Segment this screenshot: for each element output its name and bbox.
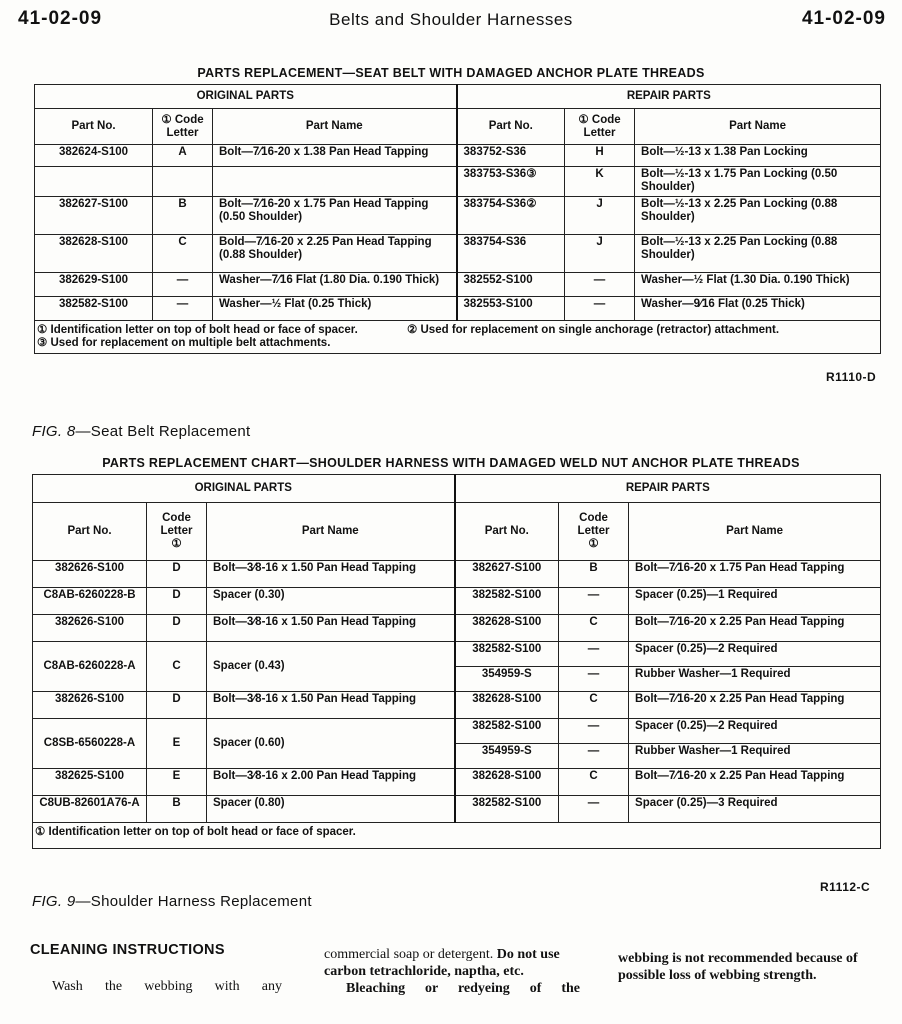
page-title: Belts and Shoulder Harnesses: [329, 10, 573, 29]
code-letter-cell: C: [559, 692, 629, 719]
part-name-cell: Spacer (0.60): [207, 719, 455, 769]
part-number-cell: C8SB-6560228-A: [33, 719, 147, 769]
code-letter-cell: C: [153, 235, 213, 273]
part-number-cell: 383754-S36②: [457, 197, 565, 235]
code-letter-cell: B: [153, 197, 213, 235]
part-number-cell: 382552-S100: [457, 273, 565, 297]
code-letter-cell: —: [559, 719, 629, 744]
col-code-letter: ① Code Letter: [153, 109, 213, 145]
part-number-cell: 382626-S100: [33, 615, 147, 642]
table-row: [33, 642, 881, 667]
part-number-cell: 382624-S100: [35, 145, 153, 167]
seat-belt-parts-table: [34, 84, 881, 354]
part-number-cell: 382582-S100: [455, 796, 559, 823]
table-footnotes: [35, 321, 881, 354]
shoulder-harness-parts-table: [32, 474, 881, 849]
part-name-cell: [213, 167, 457, 197]
part-name-cell: Bolt—7⁄16-20 x 2.25 Pan Head Tapping: [629, 615, 881, 642]
repair-parts-header: REPAIR PARTS: [455, 475, 881, 503]
part-name-cell: Spacer (0.80): [207, 796, 455, 823]
part-number-cell: 382626-S100: [33, 561, 147, 588]
code-letter-cell: C: [559, 615, 629, 642]
table-row: [33, 588, 881, 615]
part-number-cell: 382628-S100: [455, 615, 559, 642]
part-name-cell: Spacer (0.25)—3 Required: [629, 796, 881, 823]
table1-title: PARTS REPLACEMENT—SEAT BELT WITH DAMAGED ANCHOR PLATE THREADS: [197, 66, 705, 80]
part-name-cell: Bolt—7⁄16-20 x 1.38 Pan Head Tapping: [213, 145, 457, 167]
footnote: ① Identification letter on top of bolt head or face of spacer.: [37, 324, 358, 336]
letter-line: Letter: [577, 525, 610, 537]
part-name-cell: Washer—½ Flat (1.30 Dia. 0.190 Thick): [635, 273, 881, 297]
part-name-cell: Bolt—½-13 x 2.25 Pan Locking (0.88 Shoulder): [635, 197, 881, 235]
part-number-cell: 382626-S100: [33, 692, 147, 719]
part-name-cell: Bolt—7⁄16-20 x 2.25 Pan Head Tapping: [629, 769, 881, 796]
figure-ref-code: R1110-D: [826, 370, 877, 384]
part-number-cell: C8UB-82601A76-A: [33, 796, 147, 823]
footnote: ① Identification letter on top of bolt head or face of spacer.: [33, 823, 881, 849]
part-number-cell: 382625-S100: [33, 769, 147, 796]
part-name-cell: Washer—½ Flat (0.25 Thick): [213, 297, 457, 321]
table-row: [33, 561, 881, 588]
col-part-name: Part Name: [635, 109, 881, 145]
part-name-cell: Bolt—3⁄8-16 x 1.50 Pan Head Tapping: [207, 615, 455, 642]
code-letter-cell: —: [565, 273, 635, 297]
part-number-cell: 382628-S100: [455, 692, 559, 719]
table-row: [33, 719, 881, 744]
code-line: Code: [162, 512, 191, 524]
part-number-cell: 383753-S36③: [457, 167, 565, 197]
table2-title: PARTS REPLACEMENT CHART—SHOULDER HARNESS WITH DAMAGED WELD NUT ANCHOR PLATE THREADS: [102, 456, 800, 470]
figure-label: FIG. 9: [32, 893, 76, 910]
original-parts-header: ORIGINAL PARTS: [35, 85, 457, 109]
code-letter-cell: D: [147, 615, 207, 642]
code-letter-cell: D: [147, 692, 207, 719]
footnote: ③ Used for replacement on multiple belt attachments.: [37, 337, 331, 349]
code-letter-cell: —: [559, 744, 629, 769]
page-number-left: 41-02-09: [18, 8, 103, 29]
footnote-row: [35, 321, 881, 354]
code-letter-cell: —: [559, 667, 629, 692]
part-name-cell: Bolt—½-13 x 2.25 Pan Locking (0.88 Shoulder): [635, 235, 881, 273]
part-name-cell: Bolt—7⁄16-20 x 1.75 Pan Head Tapping: [629, 561, 881, 588]
page-number-right: 41-02-09: [801, 8, 886, 29]
code-letter-cell: E: [147, 719, 207, 769]
table-row: [35, 145, 881, 167]
code-letter-cell: [153, 167, 213, 197]
table-row: [33, 769, 881, 796]
part-number-cell: 382628-S100: [35, 235, 153, 273]
col-part-no: Part No.: [35, 109, 153, 145]
text-column-1: Wash the webbing with any: [52, 979, 282, 994]
code-line: Code: [579, 512, 608, 524]
part-name-cell: Bold—7⁄16-20 x 2.25 Pan Head Tapping (0.88 Shoulder): [213, 235, 457, 273]
footnote-mark: ①: [588, 538, 599, 550]
part-number-cell: 382628-S100: [455, 769, 559, 796]
code-letter-cell: —: [565, 297, 635, 321]
table-row: [35, 167, 881, 197]
text-column-3: [618, 950, 874, 984]
part-name-cell: Washer—7⁄16 Flat (1.80 Dia. 0.190 Thick): [213, 273, 457, 297]
part-number-cell: C8AB-6260228-A: [33, 642, 147, 692]
code-letter-cell: —: [559, 796, 629, 823]
footnote-mark: ①: [171, 538, 182, 550]
col-part-no: Part No.: [33, 503, 147, 561]
part-name-cell: Spacer (0.30): [207, 588, 455, 615]
code-letter-cell: E: [147, 769, 207, 796]
table-row: [35, 297, 881, 321]
figure-caption-text: —Seat Belt Replacement: [75, 423, 251, 440]
code-letter-cell: —: [559, 588, 629, 615]
code-letter-cell: D: [147, 561, 207, 588]
part-number-cell: 382582-S100: [455, 719, 559, 744]
part-number-cell: 382553-S100: [457, 297, 565, 321]
part-name-cell: Rubber Washer—1 Required: [629, 667, 881, 692]
figure-caption-text: —Shoulder Harness Replacement: [75, 893, 312, 910]
part-name-cell: Bolt—½-13 x 1.75 Pan Locking (0.50 Shoulder): [635, 167, 881, 197]
code-letter-cell: D: [147, 588, 207, 615]
text-run: commercial soap or detergent.: [324, 947, 494, 962]
part-number-cell: C8AB-6260228-B: [33, 588, 147, 615]
part-name-cell: Spacer (0.25)—2 Required: [629, 642, 881, 667]
letter-line: Letter: [160, 525, 193, 537]
footnote-row: [33, 823, 881, 849]
part-name-cell: Bolt—3⁄8-16 x 1.50 Pan Head Tapping: [207, 561, 455, 588]
code-letter-cell: C: [559, 769, 629, 796]
repair-parts-header: REPAIR PARTS: [457, 85, 881, 109]
part-name-cell: Bolt—7⁄16-20 x 1.75 Pan Head Tapping (0.50 Shoulder): [213, 197, 457, 235]
code-letter-cell: B: [147, 796, 207, 823]
original-parts-header: ORIGINAL PARTS: [33, 475, 455, 503]
part-name-cell: Rubber Washer—1 Required: [629, 744, 881, 769]
col-code-letter: [147, 503, 207, 561]
part-number-cell: 382582-S100: [35, 297, 153, 321]
part-number-cell: 382629-S100: [35, 273, 153, 297]
part-number-cell: 382582-S100: [455, 588, 559, 615]
col-part-name: Part Name: [207, 503, 455, 561]
col-code-letter: ① Code Letter: [565, 109, 635, 145]
col-part-no: Part No.: [455, 503, 559, 561]
part-name-cell: Spacer (0.25)—1 Required: [629, 588, 881, 615]
part-number-cell: 354959-S: [455, 667, 559, 692]
text-run-bold: Do not use carbon tetrachloride, naptha, etc.: [324, 947, 560, 979]
part-number-cell: 382627-S100: [35, 197, 153, 235]
part-number-cell: 382582-S100: [455, 642, 559, 667]
part-name-cell: Bolt—½-13 x 1.38 Pan Locking: [635, 145, 881, 167]
code-letter-cell: B: [559, 561, 629, 588]
col-part-no: Part No.: [457, 109, 565, 145]
part-name-cell: Spacer (0.25)—2 Required: [629, 719, 881, 744]
code-letter-cell: —: [153, 273, 213, 297]
figure-ref-code: R1112-C: [820, 880, 871, 894]
col-part-name: Part Name: [213, 109, 457, 145]
figure-9-caption: [32, 893, 312, 910]
part-name-cell: Spacer (0.43): [207, 642, 455, 692]
part-name-cell: Washer—9⁄16 Flat (0.25 Thick): [635, 297, 881, 321]
col-part-name: Part Name: [629, 503, 881, 561]
figure-label: FIG. 8: [32, 423, 76, 440]
part-number-cell: 383752-S36: [457, 145, 565, 167]
text-run-bold: webbing is not recommended because of possible loss of webbing strength.: [618, 951, 858, 983]
table-row: [35, 235, 881, 273]
part-name-cell: Bolt—3⁄8-16 x 2.00 Pan Head Tapping: [207, 769, 455, 796]
part-name-cell: Bolt—7⁄16-20 x 2.25 Pan Head Tapping: [629, 692, 881, 719]
table-row: [33, 796, 881, 823]
part-number-cell: 383754-S36: [457, 235, 565, 273]
part-number-cell: [35, 167, 153, 197]
footnote: ② Used for replacement on single anchorage (retractor) attachment.: [407, 324, 780, 336]
part-number-cell: 354959-S: [455, 744, 559, 769]
code-letter-cell: J: [565, 235, 635, 273]
table-row: [33, 692, 881, 719]
figure-8-caption: [32, 423, 251, 440]
table-row: [35, 197, 881, 235]
text-run-bold: Bleaching or redyeing of the: [346, 981, 580, 996]
code-letter-cell: —: [153, 297, 213, 321]
code-letter-cell: A: [153, 145, 213, 167]
text-column-2: [324, 946, 580, 997]
code-letter-cell: K: [565, 167, 635, 197]
code-letter-cell: C: [147, 642, 207, 692]
table-row: [33, 615, 881, 642]
code-letter-cell: —: [559, 642, 629, 667]
part-name-cell: Bolt—3⁄8-16 x 1.50 Pan Head Tapping: [207, 692, 455, 719]
table-row: [35, 273, 881, 297]
code-letter-cell: J: [565, 197, 635, 235]
code-letter-cell: H: [565, 145, 635, 167]
part-number-cell: 382627-S100: [455, 561, 559, 588]
col-code-letter: [559, 503, 629, 561]
section-heading: CLEANING INSTRUCTIONS: [30, 942, 225, 958]
